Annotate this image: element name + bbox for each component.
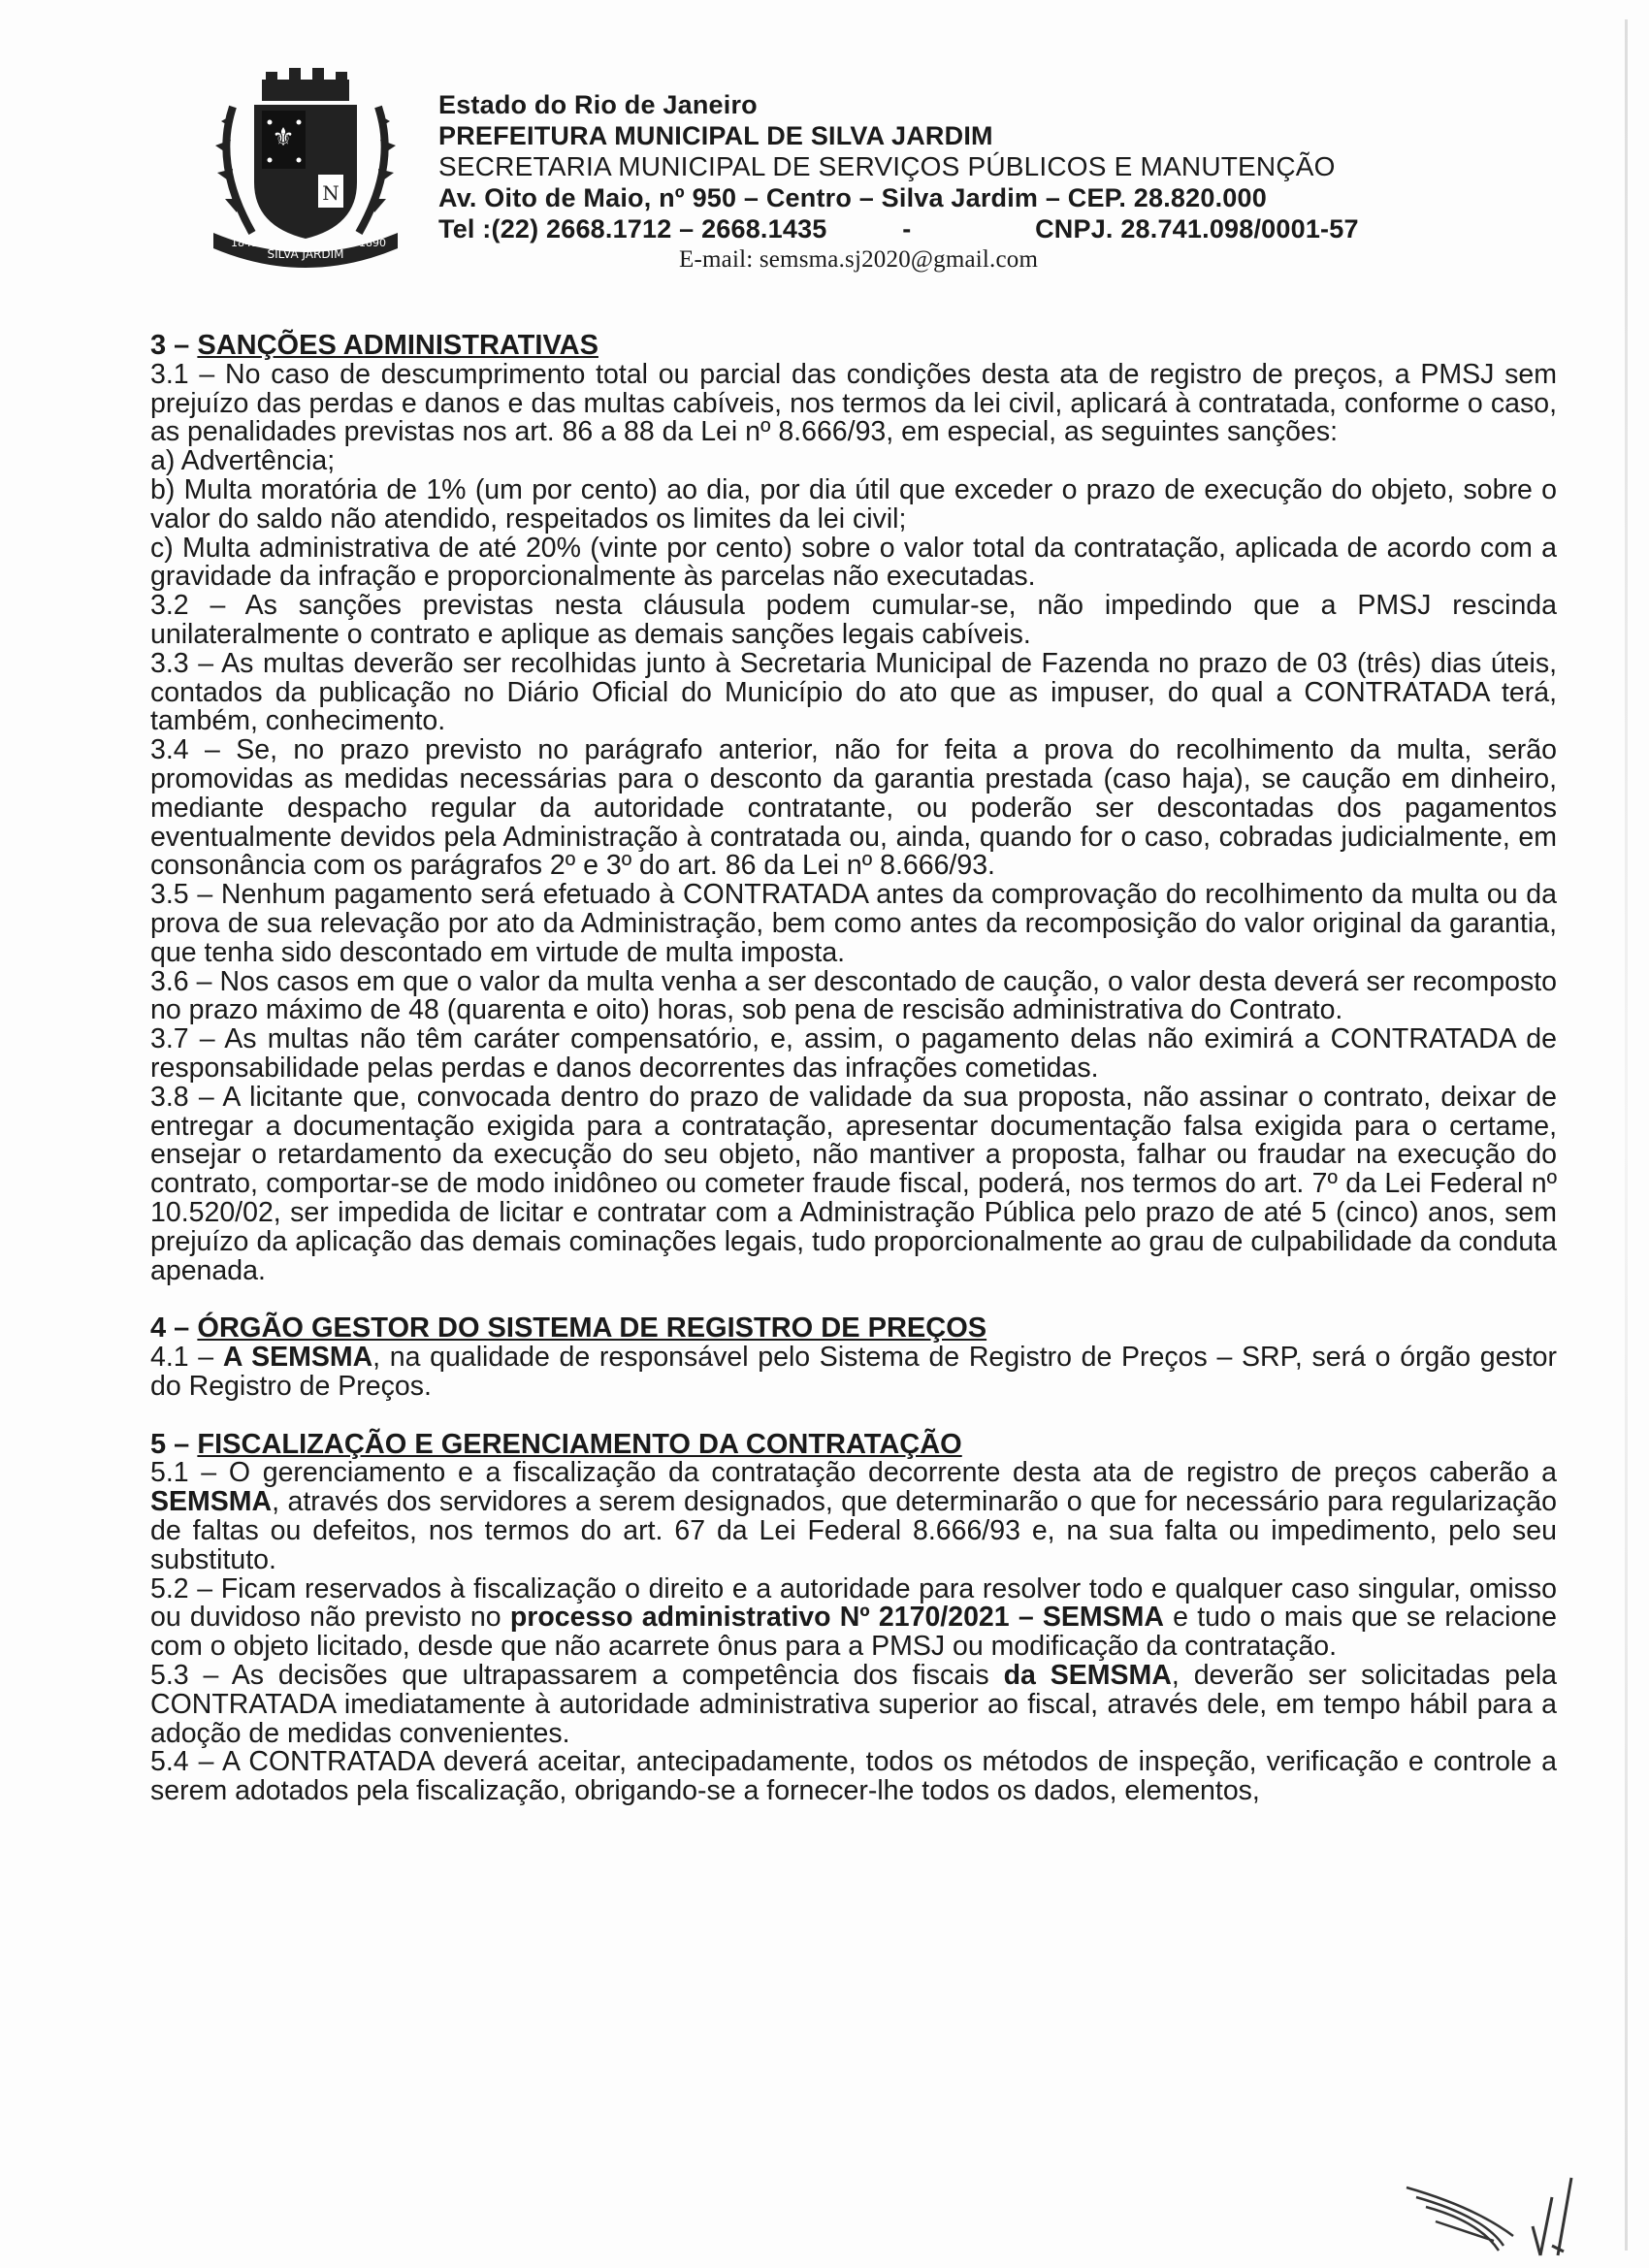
handwritten-signature-icon: [1387, 2168, 1610, 2265]
clause-3-1-b: b) Multa moratória de 1% (um por cento) ao dia, por dia útil que exceder o prazo de execução do objeto, sobre o valor do saldo não atendido, respeitados os limites da lei civil;: [150, 473, 1557, 535]
contact-line: [438, 213, 1359, 244]
clause-3-1-a: a) Advertência;: [150, 445, 336, 477]
scan-edge: [1625, 19, 1628, 2251]
clause-3-1-c: c) Multa administrativa de até 20% (vinte por cento) sobre o valor total da contratação, aplicada de acordo com a gravidade da infração e proporcionalmente às parcelas não executadas.: [150, 532, 1557, 593]
document-body: [150, 332, 1557, 1806]
clause-3-3: 3.3 – As multas deverão ser recolhidas junto à Secretaria Municipal de Fazenda no prazo de 03 (três) dias úteis, contados da publicação no Diário Oficial do Município do ato que as impuser, do qual a CONTRATADA terá, também, conhecimento.: [150, 647, 1557, 737]
clause-4-1: 4.1 – A SEMSMA, na qualidade de responsável pelo Sistema de Registro de Preços – SRP, será o órgão gestor do Registro de Preços.: [150, 1342, 1557, 1402]
prefecture-line: PREFEITURA MUNICIPAL DE SILVA JARDIM: [438, 121, 993, 150]
clause-5-4: 5.4 – A CONTRATADA deverá aceitar, antecipadamente, todos os métodos de inspeção, verificação e controle a serem adotados pela fiscalização, obrigando-se a fornecer-lhe todos os dados, elementos,: [150, 1746, 1557, 1807]
state-line: Estado do Rio de Janeiro: [438, 90, 758, 119]
clause-3-5: 3.5 – Nenhum pagamento será efetuado à CONTRATADA antes da comprovação do recolhimento da multa ou da prova de sua relevação por ato da Administração, bem como antes da recomposição do valor original da garantia, que tenha sido descontado em virtude de multa imposta.: [150, 879, 1557, 968]
clause-3-6: 3.6 – Nos casos em que o valor da multa venha a ser descontado de caução, o valor desta deverá ser recomposto no prazo máximo de 48 (quarenta e oito) horas, sob pena de rescisão administrativa do Contrato.: [150, 965, 1557, 1026]
section-5-heading: 5 – FISCALIZAÇÃO E GERENCIAMENTO DA CONTRATAÇÃO: [150, 1428, 962, 1460]
phone-text: Tel :(22) 2668.1712 – 2668.1435: [438, 214, 827, 243]
section-4-heading: 4 – ÓRGÃO GESTOR DO SISTEMA DE REGISTRO DE PREÇOS: [150, 1312, 987, 1345]
svg-text:SILVA JARDIM: SILVA JARDIM: [267, 247, 344, 261]
clause-3-7: 3.7 – As multas não têm caráter compensatório, e, assim, o pagamento delas não eximirá a CONTRATADA de responsabilidade pelas perdas e danos decorrentes das infrações cometidas.: [150, 1023, 1557, 1084]
secretariat-line: SECRETARIA MUNICIPAL DE SERVIÇOS PÚBLICOS E MANUTENÇÃO: [438, 151, 1336, 181]
svg-text:1841: 1841: [231, 237, 258, 249]
svg-text:1890: 1890: [359, 237, 386, 249]
section-3-heading: 3 – SANÇÕES ADMINISTRATIVAS: [150, 330, 598, 361]
svg-text:⚜: ⚜: [272, 123, 295, 152]
municipal-crest-icon: [194, 68, 417, 272]
cnpj-text: CNPJ. 28.741.098/0001-57: [1035, 214, 1359, 243]
clause-3-2: 3.2 – As sanções previstas nesta cláusula podem cumular-se, não impedindo que a PMSJ rescinda unilateralmente o contrato e aplique as demais sanções legais cabíveis.: [150, 590, 1557, 650]
email-text: E-mail: semsma.sj2020@gmail.com: [679, 246, 1039, 273]
address-line: Av. Oito de Maio, nº 950 – Centro – Silva Jardim – CEP. 28.820.000: [438, 183, 1267, 212]
svg-text:N: N: [322, 181, 340, 205]
clause-5-2: 5.2 – Ficam reservados à fiscalização o direito e a autoridade para resolver todo e qualquer caso singular, omisso ou duvidoso não previsto no processo administrativo Nº 2170/2021 – SEMSMA e tudo o mais que se relacione com o objeto licitado, desde que não acarrete ônus para a PMSJ ou modificação da contratação.: [150, 1572, 1557, 1663]
letterhead: [194, 68, 1455, 291]
clause-3-4: 3.4 – Se, no prazo previsto no parágrafo anterior, não for feita a prova do recolhimento da multa, serão promovidas as medidas necessárias para o desconto da garantia prestada (caso haja), se caução em dinheiro, mediante despacho regular da autoridade contratante, ou poderão ser descontadas dos pagamentos eventualmente devidos pela Administração à contratada ou, ainda, quando for o caso, cobradas judicialmente, em consonância com os parágrafos 2º e 3º do art. 86 da Lei nº 8.666/93.: [150, 734, 1557, 882]
clause-5-3: 5.3 – As decisões que ultrapassarem a competência dos fiscais da SEMSMA, deverão ser solicitadas pela CONTRATADA imediatamente à autoridade administrativa superior ao fiscal, através dele, em tempo hábil para a adoção de medidas convenientes.: [150, 1660, 1557, 1749]
separator-text: -: [902, 214, 912, 243]
clause-5-1: 5.1 – O gerenciamento e a fiscalização da contratação decorrente desta ata de registro de preços caberão a SEMSMA, através dos servidores a serem designados, que determinarão o que for necessário para regularização de faltas ou defeitos, nos termos do art. 67 da Lei Federal 8.666/93 e, na sua falta ou impedimento, pelo seu substituto.: [150, 1457, 1557, 1575]
clause-3-8: 3.8 – A licitante que, convocada dentro do prazo de validade da sua proposta, não assinar o contrato, deixar de entregar a documentação exigida para a contratação, apresentar documentação falsa exigida para o certame, ensejar o retardamento da execução do seu objeto, não mantiver a proposta, falhar ou fraudar na execução do contrato, comportar-se de modo inidôneo ou cometer fraude fiscal, poderá, nos termos do art. 7º da Lei Federal nº 10.520/02, ser impedida de licitar e contratar com a Administração Pública pelo prazo de até 5 (cinco) anos, sem prejuízo da aplicação das demais cominações legais, tudo proporcionalmente ao grau de culpabilidade da conduta apenada.: [150, 1081, 1557, 1286]
clause-3-1: 3.1 – No caso de descumprimento total ou parcial das condições desta ata de registro de preços, a PMSJ sem prejuízo das perdas e danos e das multas cabíveis, nos termos da lei civil, aplicará à contratada, conforme o caso, as penalidades previstas nos art. 86 a 88 da Lei nº 8.666/93, em especial, as seguintes sanções:: [150, 358, 1557, 448]
